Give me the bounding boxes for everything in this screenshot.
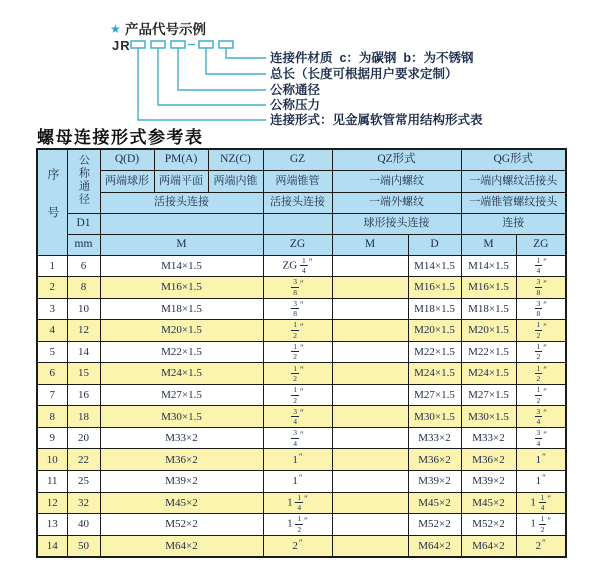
table-row bbox=[37, 514, 566, 536]
table-cell: 5 bbox=[37, 341, 67, 363]
fraction: $\frac{1}{2}$ bbox=[536, 320, 541, 340]
table-cell: 8 bbox=[67, 277, 100, 299]
table-cell: 50 bbox=[67, 535, 100, 557]
header-cell: 两端内锥 bbox=[208, 170, 263, 192]
inch-mark: ″ bbox=[298, 451, 303, 462]
fraction: $\frac{3}{4}$ bbox=[293, 406, 297, 427]
header-group-qz: QZ形式 bbox=[332, 149, 461, 170]
leader-line bbox=[178, 48, 266, 90]
inch-mark: ″ bbox=[543, 300, 547, 311]
fraction: $\frac{1}{4}$ bbox=[297, 492, 302, 513]
table-cell: M36×2 bbox=[461, 449, 516, 471]
table-cell bbox=[516, 406, 566, 428]
table-cell: 1″ bbox=[516, 470, 566, 492]
table-cell: M30×1.5 bbox=[408, 406, 461, 428]
header-cell: 球形接头连接 bbox=[332, 213, 461, 234]
table-cell: 14 bbox=[37, 535, 67, 557]
table-cell bbox=[332, 406, 408, 428]
header-cell: M bbox=[100, 234, 263, 255]
header-cell: 连接 bbox=[461, 213, 566, 234]
table-cell: 3 bbox=[37, 298, 67, 320]
table-cell: M14×1.5 bbox=[100, 255, 263, 277]
inch-mark: ″ bbox=[298, 473, 303, 484]
table-cell: M27×1.5 bbox=[100, 384, 263, 406]
table-cell: 32 bbox=[67, 492, 100, 514]
table-cell: M16×1.5 bbox=[100, 277, 263, 299]
code-label: 连接件材质 c：为碳钢 b：为不锈钢 bbox=[270, 51, 474, 65]
header-cell: M bbox=[332, 234, 408, 255]
header-cell: 两端锥管 bbox=[263, 170, 332, 192]
table-cell: M20×1.5 bbox=[100, 320, 263, 342]
table-cell: 12 bbox=[37, 492, 67, 514]
table-cell: 22 bbox=[67, 449, 100, 471]
table-cell: M33×2 bbox=[408, 427, 461, 449]
header-row-groups bbox=[37, 149, 566, 170]
table-cell: 10 bbox=[67, 298, 100, 320]
table-cell: M64×2 bbox=[100, 535, 263, 557]
diagram-title: 产品代号示例 bbox=[125, 22, 206, 37]
inch-mark: ″ bbox=[542, 537, 546, 548]
table-cell: M30×1.5 bbox=[100, 406, 263, 428]
fraction: $\frac{1}{4}$ bbox=[536, 255, 541, 276]
fraction: $\frac{3}{8}$ bbox=[536, 277, 541, 297]
table-cell: M24×1.5 bbox=[461, 363, 516, 385]
table-cell bbox=[332, 298, 408, 320]
table-cell: M14×1.5 bbox=[461, 255, 516, 277]
table-cell: M52×2 bbox=[408, 514, 461, 536]
header-seq: 序号 bbox=[37, 149, 67, 255]
header-cell bbox=[263, 213, 332, 234]
header-group-qd: Q(D) bbox=[100, 149, 154, 170]
inch-mark: ″ bbox=[543, 408, 547, 419]
code-label: 连接形式：见金属软管常用结构形式表 bbox=[270, 113, 483, 127]
table-cell: 18 bbox=[67, 406, 100, 428]
table-row bbox=[37, 341, 566, 363]
inch-mark: ″ bbox=[304, 494, 308, 505]
code-placeholder-box bbox=[151, 41, 165, 48]
fraction: $\frac{1}{2}$ bbox=[293, 363, 297, 383]
table-cell: M16×1.5 bbox=[461, 277, 516, 299]
table-cell: M20×1.5 bbox=[461, 320, 516, 342]
header-row-units bbox=[37, 234, 566, 255]
table-cell: M45×2 bbox=[461, 492, 516, 514]
table-cell: 2″ bbox=[516, 535, 566, 557]
header-cell bbox=[100, 213, 263, 234]
fraction: $\frac{1}{2}$ bbox=[293, 385, 297, 405]
table-cell: M39×2 bbox=[461, 470, 516, 492]
table-cell: 1 $\frac{1}{4}$ ″ bbox=[263, 492, 332, 514]
code-placeholder-box bbox=[171, 41, 185, 48]
inch-mark: ″ bbox=[300, 429, 304, 440]
header-d1: D1 bbox=[67, 213, 100, 234]
table-cell bbox=[263, 406, 332, 428]
table-cell: M33×2 bbox=[461, 427, 516, 449]
table-cell: 1″ bbox=[263, 449, 332, 471]
table-cell bbox=[332, 320, 408, 342]
fraction: $\frac{1}{2}$ bbox=[540, 514, 545, 534]
table-cell: M20×1.5 bbox=[408, 320, 461, 342]
table-cell bbox=[332, 535, 408, 557]
header-row-connection bbox=[37, 192, 566, 213]
inch-mark: ″ bbox=[308, 257, 313, 268]
table-cell: 12 bbox=[67, 320, 100, 342]
table-cell bbox=[332, 514, 408, 536]
table-cell bbox=[516, 255, 566, 277]
table-cell bbox=[516, 277, 566, 299]
table-cell: M39×2 bbox=[100, 470, 263, 492]
table-cell: 2″ bbox=[263, 535, 332, 557]
table-row bbox=[37, 492, 566, 514]
header-cell: 一端外螺纹 bbox=[332, 192, 461, 213]
fraction: $\frac{1}{4}$ bbox=[301, 255, 306, 276]
header-mm: mm bbox=[67, 234, 100, 255]
table-cell: M18×1.5 bbox=[461, 298, 516, 320]
leader-line bbox=[206, 48, 266, 74]
table-cell: M18×1.5 bbox=[100, 298, 263, 320]
inch-mark: ″ bbox=[298, 537, 303, 548]
table-cell bbox=[516, 320, 566, 342]
inch-mark: ″ bbox=[547, 515, 552, 526]
fraction: $\frac{3}{4}$ bbox=[536, 406, 541, 427]
header-cell: 两端平面 bbox=[154, 170, 208, 192]
table-cell: 15 bbox=[67, 363, 100, 385]
table-cell: 13 bbox=[37, 514, 67, 536]
code-label: 公称通径 bbox=[270, 83, 321, 97]
table-cell: M14×1.5 bbox=[408, 255, 461, 277]
table-cell: 14 bbox=[67, 341, 100, 363]
table-cell: 8 bbox=[37, 406, 67, 428]
table-cell: M24×1.5 bbox=[408, 363, 461, 385]
table-cell: M36×2 bbox=[100, 449, 263, 471]
header-row-end-types bbox=[37, 170, 566, 192]
table-cell: M22×1.5 bbox=[408, 341, 461, 363]
header-cell: D bbox=[408, 234, 461, 255]
table-cell bbox=[332, 363, 408, 385]
product-code-diagram bbox=[0, 0, 600, 134]
inch-mark: ″ bbox=[542, 473, 546, 484]
inch-mark: ″ bbox=[543, 343, 547, 354]
header-cell: 一端内螺纹活接头 bbox=[461, 170, 566, 192]
leader-line bbox=[158, 48, 266, 105]
table-cell: M22×1.5 bbox=[461, 341, 516, 363]
table-cell: 20 bbox=[67, 427, 100, 449]
table-cell: 1 $\frac{1}{2}$ ″ bbox=[263, 514, 332, 536]
inch-mark: ″ bbox=[300, 365, 304, 376]
table-row bbox=[37, 298, 566, 320]
table-cell: M52×2 bbox=[461, 514, 516, 536]
leader-line bbox=[138, 48, 266, 120]
leader-line bbox=[226, 48, 266, 58]
table-cell bbox=[263, 277, 332, 299]
table-cell bbox=[332, 341, 408, 363]
table-cell: M33×2 bbox=[100, 427, 263, 449]
table-cell: M52×2 bbox=[100, 514, 263, 536]
table-cell: M16×1.5 bbox=[408, 277, 461, 299]
table-cell: 11 bbox=[37, 470, 67, 492]
table-cell: 9 bbox=[37, 427, 67, 449]
inch-mark: ″ bbox=[300, 386, 304, 397]
table-cell bbox=[263, 298, 332, 320]
table-row bbox=[37, 384, 566, 406]
fraction: $\frac{1}{2}$ bbox=[536, 363, 541, 383]
table-cell: M64×2 bbox=[461, 535, 516, 557]
header-group-nzc: NZ(C) bbox=[208, 149, 263, 170]
table-cell bbox=[263, 341, 332, 363]
table-cell: M36×2 bbox=[408, 449, 461, 471]
fraction: $\frac{1}{4}$ bbox=[540, 492, 545, 513]
table-cell: 7 bbox=[37, 384, 67, 406]
fraction: $\frac{1}{2}$ bbox=[297, 514, 302, 534]
table-row bbox=[37, 320, 566, 342]
table-cell: 16 bbox=[67, 384, 100, 406]
inch-mark: ″ bbox=[543, 321, 547, 332]
header-cell: 活接头连接 bbox=[100, 192, 263, 213]
table-cell: 25 bbox=[67, 470, 100, 492]
table-cell: 1″ bbox=[263, 470, 332, 492]
header-group-qg: QG形式 bbox=[461, 149, 566, 170]
table-cell: 10 bbox=[37, 449, 67, 471]
table-cell: M64×2 bbox=[408, 535, 461, 557]
header-group-gz: GZ bbox=[263, 149, 332, 170]
table-cell bbox=[332, 255, 408, 277]
table-cell: M30×1.5 bbox=[461, 406, 516, 428]
table-cell bbox=[516, 427, 566, 449]
header-cell: 一端锥管螺纹接头 bbox=[461, 192, 566, 213]
table-row bbox=[37, 277, 566, 299]
code-placeholder-box bbox=[131, 41, 145, 48]
table-row bbox=[37, 535, 566, 557]
header-cell: M bbox=[461, 234, 516, 255]
fraction: $\frac{3}{4}$ bbox=[536, 428, 541, 448]
header-group-pma: PM(A) bbox=[154, 149, 208, 170]
inch-mark: ″ bbox=[543, 386, 547, 397]
table-cell bbox=[332, 449, 408, 471]
table-body bbox=[37, 255, 566, 557]
header-cell: 一端内螺纹 bbox=[332, 170, 461, 192]
code-label: 总长（长度可根据用户要求定制） bbox=[270, 67, 458, 81]
table-cell bbox=[332, 492, 408, 514]
table-cell bbox=[516, 363, 566, 385]
table-cell: M18×1.5 bbox=[408, 298, 461, 320]
inch-mark: ″ bbox=[543, 365, 547, 376]
table-cell: M22×1.5 bbox=[100, 341, 263, 363]
product-code-prefix: JR bbox=[112, 38, 131, 53]
table-title: 螺母连接形式参考表 bbox=[37, 128, 204, 147]
inch-mark: ″ bbox=[543, 429, 547, 440]
table-cell: 1 bbox=[37, 255, 67, 277]
table-cell: 6 bbox=[37, 363, 67, 385]
table-cell bbox=[332, 427, 408, 449]
code-placeholder-box bbox=[219, 41, 233, 48]
header-row-d1 bbox=[37, 213, 566, 234]
fraction: $\frac{3}{4}$ bbox=[293, 428, 297, 448]
table-cell: 40 bbox=[67, 514, 100, 536]
table-cell bbox=[263, 320, 332, 342]
table-cell: M39×2 bbox=[408, 470, 461, 492]
fraction: $\frac{1}{2}$ bbox=[536, 385, 541, 405]
table-cell: ZG $\frac{1}{4}$ ″ bbox=[263, 255, 332, 277]
header-cell: ZG bbox=[516, 234, 566, 255]
table-row bbox=[37, 427, 566, 449]
fraction: $\frac{1}{2}$ bbox=[536, 341, 541, 362]
code-label: 公称压力 bbox=[270, 98, 321, 112]
inch-mark: ″ bbox=[547, 494, 552, 505]
table-cell: 2 bbox=[37, 277, 67, 299]
inch-mark: ″ bbox=[543, 257, 547, 268]
nut-connection-table bbox=[36, 148, 567, 558]
table-cell bbox=[332, 470, 408, 492]
table-row bbox=[37, 363, 566, 385]
star-icon: ★ bbox=[110, 22, 121, 36]
inch-mark: ″ bbox=[300, 321, 304, 332]
table-row bbox=[37, 470, 566, 492]
table-cell: 1 $\frac{1}{2}$ ″ bbox=[516, 514, 566, 536]
table-cell: M45×2 bbox=[408, 492, 461, 514]
inch-mark: ″ bbox=[543, 278, 547, 289]
table-cell: 1 $\frac{1}{4}$ ″ bbox=[516, 492, 566, 514]
inch-mark: ″ bbox=[300, 278, 304, 289]
header-cell: 活接头连接 bbox=[263, 192, 332, 213]
inch-mark: ″ bbox=[542, 451, 546, 462]
fraction: $\frac{3}{8}$ bbox=[293, 298, 297, 319]
table-row bbox=[37, 449, 566, 471]
table-cell bbox=[516, 384, 566, 406]
table-cell: M27×1.5 bbox=[461, 384, 516, 406]
code-placeholder-box bbox=[199, 41, 213, 48]
header-cell: 两端球形 bbox=[100, 170, 154, 192]
header-dn: 公称通径 bbox=[67, 149, 100, 213]
table-cell: M24×1.5 bbox=[100, 363, 263, 385]
fraction: $\frac{1}{2}$ bbox=[293, 341, 297, 362]
table-cell bbox=[516, 341, 566, 363]
inch-mark: ″ bbox=[300, 408, 304, 419]
table-cell: 6 bbox=[67, 255, 100, 277]
fraction: $\frac{3}{8}$ bbox=[536, 298, 541, 319]
table-cell bbox=[263, 427, 332, 449]
table-cell bbox=[332, 384, 408, 406]
table-cell bbox=[516, 298, 566, 320]
table-cell bbox=[332, 277, 408, 299]
table-row bbox=[37, 406, 566, 428]
inch-mark: ″ bbox=[300, 343, 304, 354]
fraction: $\frac{3}{8}$ bbox=[293, 277, 297, 297]
table-header bbox=[37, 149, 566, 255]
table-cell bbox=[263, 363, 332, 385]
table-cell bbox=[263, 384, 332, 406]
table-cell: M27×1.5 bbox=[408, 384, 461, 406]
header-cell: ZG bbox=[263, 234, 332, 255]
fraction: $\frac{1}{2}$ bbox=[293, 320, 297, 340]
table-cell: M45×2 bbox=[100, 492, 263, 514]
inch-mark: ″ bbox=[304, 515, 308, 526]
inch-mark: ″ bbox=[300, 300, 304, 311]
table-cell: 1″ bbox=[516, 449, 566, 471]
table-cell: 4 bbox=[37, 320, 67, 342]
table-row bbox=[37, 255, 566, 277]
